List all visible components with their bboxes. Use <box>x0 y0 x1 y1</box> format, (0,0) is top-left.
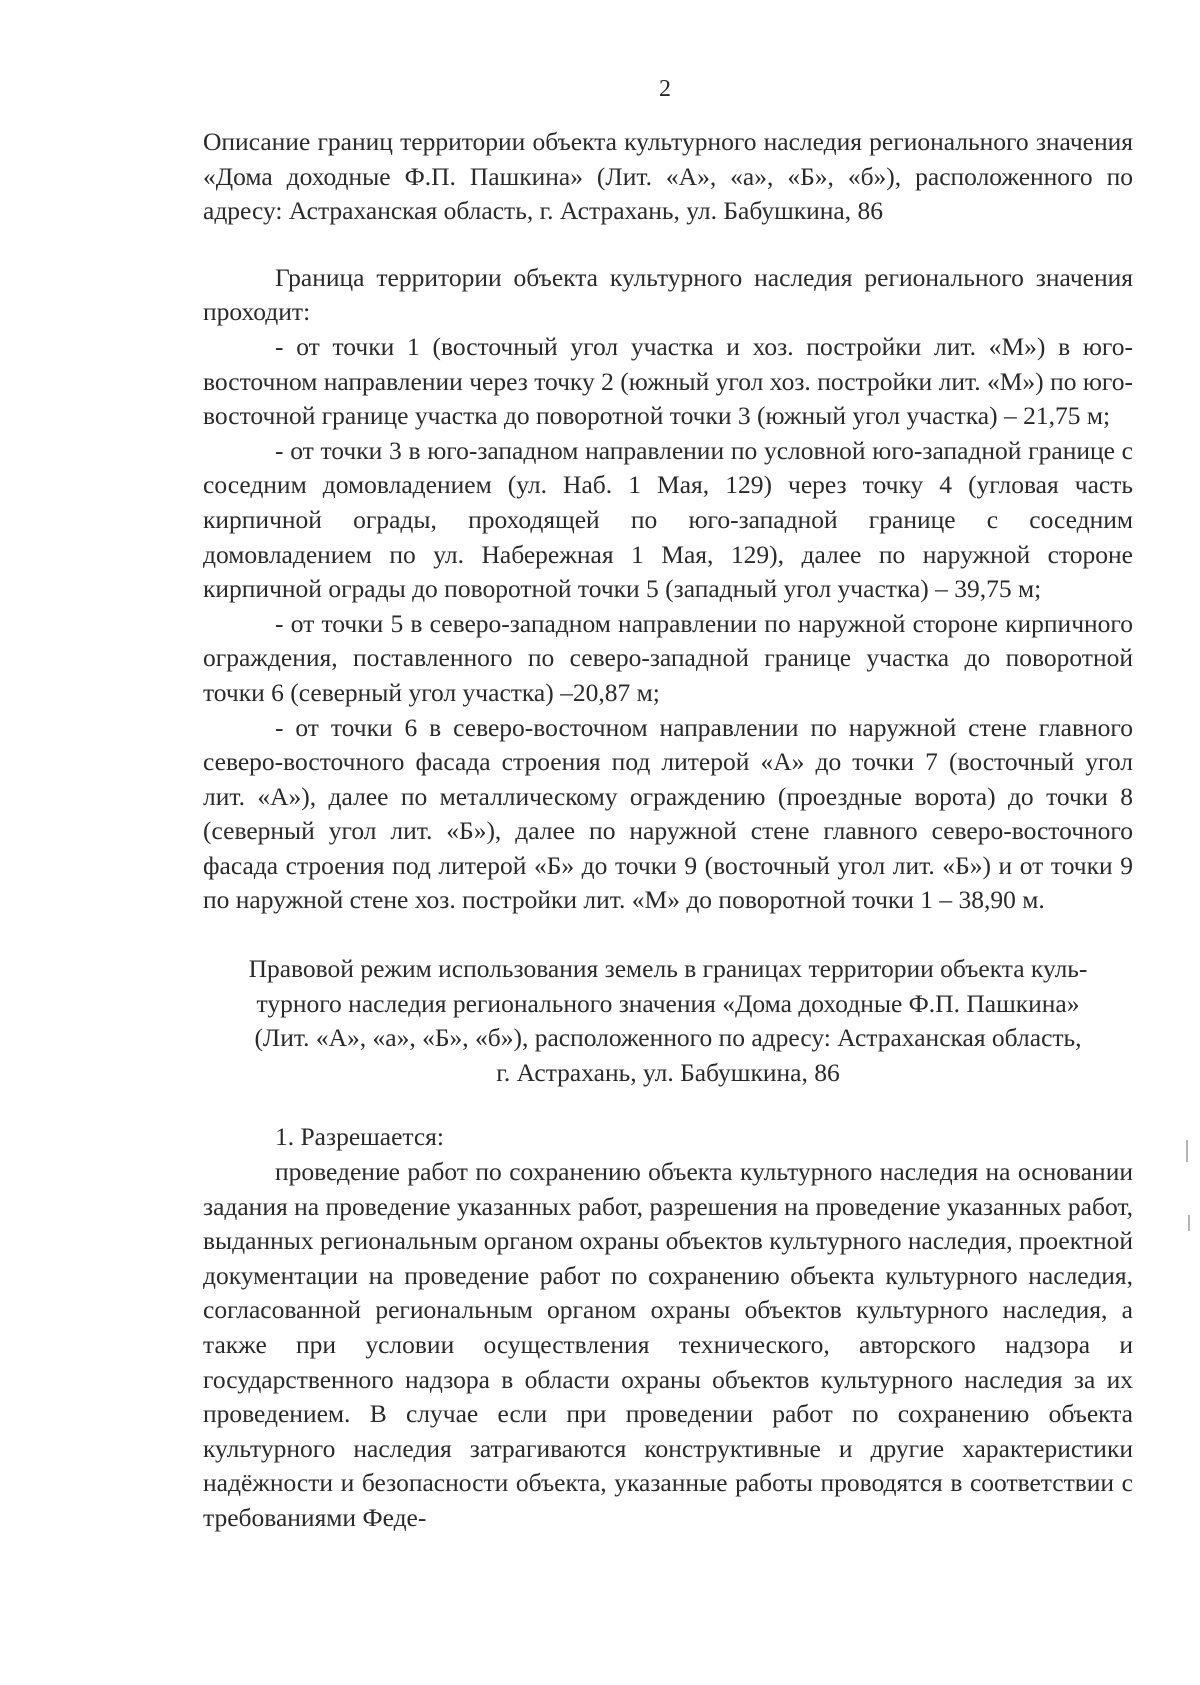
boundary-item: - от точки 6 в северо-восточном направлении по наружной стене главного северо-восточного фасада строения под литерой «А» до точки 7 (восточный угол лит. «А»), далее по металлическому ограждению (проездные ворота) до точки 8 (северный угол лит. «Б»), далее по наружной стене главного северо-восточного фасада строения под литерой «Б» до точки 9 (восточный угол лит. «Б») и от точки 9 по наружной стене хоз. постройки лит. «М» до поворотной точки 1 – 38,90 м. <box>203 712 1133 915</box>
boundary-item: - от точки 3 в юго-западном направлении по условной юго-западной границе с соседним домовладением (ул. Наб. 1 Мая, 129) через точку 4 (угловая часть кирпичной ограды, проходящей по юго-западной границе с соседним домовладением по ул. Набережная 1 Мая, 129), далее по наружной стороне кирпичной ограды до поворотной точки 5 (западный угол участка) – 39,75 м; <box>203 435 1133 604</box>
boundary-item: - от точки 1 (восточный угол участка и хоз. постройки лит. «М») в юго-восточном направлении через точку 2 (южный угол хоз. постройки лит. «М») по юго-восточной границе участка до поворотной точки 3 (южный угол участка) – 21,75 м; <box>203 331 1133 431</box>
section-2-title-line: г. Астрахань, ул. Бабушкина, 86 <box>496 1057 840 1087</box>
section-1-heading <box>203 125 1133 229</box>
permitted-text: проведение работ по сохранению объекта культурного наследия на основании задания на проведение указанных работ, разрешения на проведение указанных работ, выданных региональным органом охраны объектов культурного наследия, проектной документации на проведение работ по сохранению объекта культурного наследия, согласованной региональным органом охраны объектов культурного наследия, а также при условии осуществления технического, авторского надзора и государственного надзора в области охраны объектов культурного наследия за их проведением. В случае если при проведении работ по сохранению объекта культурного наследия затрагиваются конструктивные и другие характеристики надёжности и безопасности объекта, указанные работы проводятся в соответствии с требованиями Феде- <box>203 1157 1133 1532</box>
boundary-item: - от точки 5 в северо-западном направлении по наружной стороне кирпичного ограждения, поставленного по северо-западной границе участка до поворотной точки 6 (северный угол участка) –20,87 м; <box>203 608 1133 707</box>
page-number: 2 <box>659 76 671 102</box>
section-2-title-line: (Лит. «А», «а», «Б», «б»), расположенного по адресу: Астраханская область, <box>254 1023 1082 1053</box>
section-2-title-line: Правовой режим использования земель в границах территории объекта куль- <box>248 954 1088 984</box>
document-body <box>203 125 1133 1536</box>
section-1-title: Описание границ территории объекта культурного наследия регионального значения «Дома доходные Ф.П. Пашкина» (Лит. «А», «а», «Б», «б»), расположенного по адресу: Астраханская область, г. Астрахань, ул. Бабушкина, 86 <box>203 127 1133 226</box>
section-2-title-line: турного наследия регионального значения «Дома доходные Ф.П. Пашкина» <box>256 988 1080 1018</box>
scan-artifact-mark <box>1188 1215 1190 1231</box>
section-2-heading <box>203 952 1133 1090</box>
scan-artifact-mark <box>1186 1140 1188 1162</box>
permitted-label: 1. Разрешается: <box>275 1122 444 1152</box>
section-1-intro: Граница территории объекта культурного наследия регионального значения проходит: <box>203 262 1133 327</box>
